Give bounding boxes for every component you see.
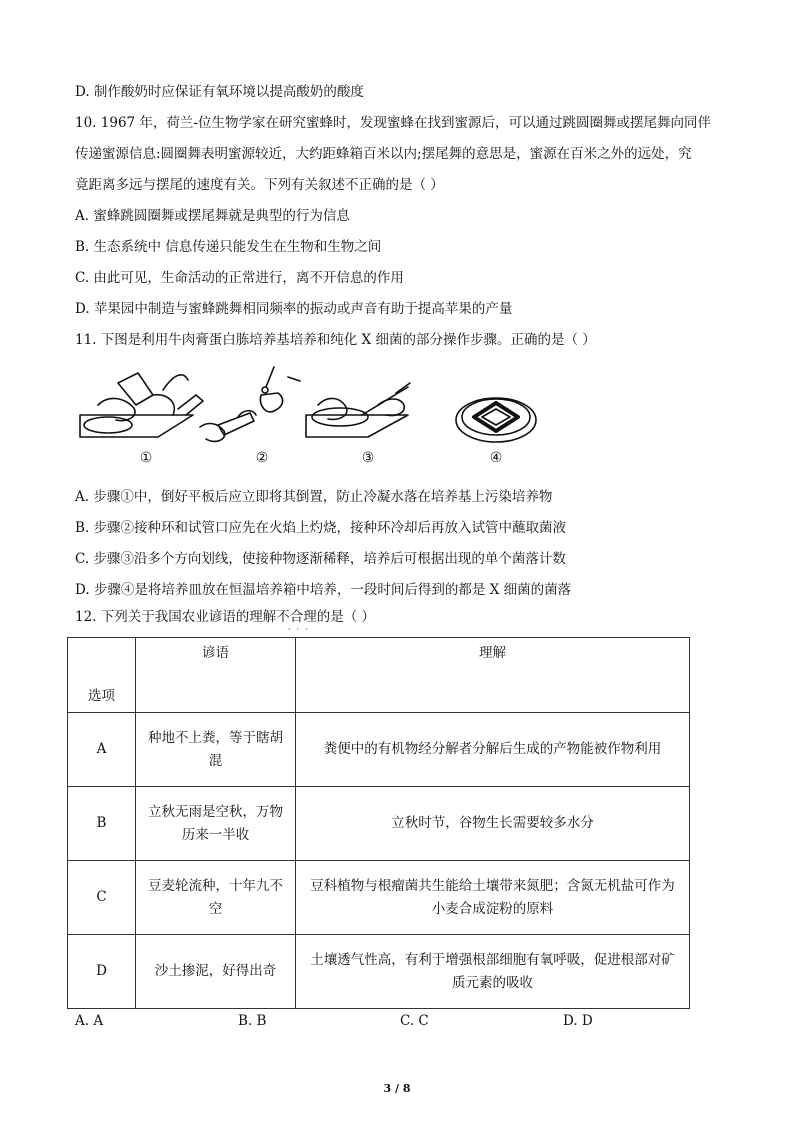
table-row [68,935,690,1009]
table-cell-proverb: 豆麦轮流种，十年九不空 [136,861,296,935]
table-cell-option: B [68,787,136,861]
choice-b: B. B [238,1013,267,1029]
table-row [68,713,690,787]
lab-procedure-illustration [78,365,538,450]
table-cell-option: A [68,713,136,787]
q10-stem-line-3: 竟距离多远与摆尾的速度有关。下列有关叙述不正确的是（ ） [75,177,444,193]
table-cell-meaning: 豆科植物与根瘤菌共生能给土壤带来氮肥；含氮无机盐可作为小麦合成淀粉的原料 [296,861,690,935]
q11-figure [78,365,538,475]
table-cell-proverb: 立秋无雨是空秋，万物历来一半收 [136,787,296,861]
q9-option-d: D. 制作酸奶时应保证有氧环境以提高酸奶的酸度 [75,84,364,100]
choice-a: A. A [75,1013,104,1029]
q11-option-b: B. 步骤②接种环和试管口应先在火焰上灼烧，接种环冷却后再放入试管中蘸取菌液 [75,520,567,536]
table-cell-option: C [68,861,136,935]
q10-stem-line-2: 传递蜜源信息:圆圈舞表明蜜源较近，大约距蜂箱百米以内;摆尾舞的意思是，蜜源在百米之外的远处，究 [75,146,692,162]
q10-option-c: C. 由此可见，生命活动的正常进行，离不开信息的作用 [75,270,404,286]
table-cell-meaning: 立秋时节，谷物生长需要较多水分 [296,787,690,861]
q12-choices [75,1013,635,1033]
figure-label-3: ③ [361,450,375,466]
q10-option-b: B. 生态系统中 信息传递只能发生在生物和生物之间 [75,239,382,255]
q10-stem-line-1: 10. 1967 年，荷兰-位生物学家在研究蜜蜂时，发现蜜蜂在找到蜜源后，可以通过跳圆圈舞或摆尾舞向同伴 [75,115,711,131]
table-row [68,787,690,861]
q11-option-c: C. 步骤③沿多个方向划线，使接种物逐渐稀释，培养后可根据出现的单个菌落计数 [75,551,566,567]
table-cell-option: D [68,935,136,1009]
choice-d: D. D [563,1013,593,1029]
emphasis-dots: ··· [288,625,314,634]
figure-label-2: ② [255,450,269,466]
page-number: 3 / 8 [383,1082,411,1095]
table-cell-proverb: 沙土掺泥，好得出奇 [136,935,296,1009]
q10-option-a: A. 蜜蜂跳圆圈舞或摆尾舞就是典型的行为信息 [75,208,350,224]
table-header-meaning: 理解 [296,638,690,713]
table-header-option: 选项 [68,638,136,713]
proverb-table [67,637,690,1009]
table-cell-meaning: 粪便中的有机物经分解者分解后生成的产物能被作物利用 [296,713,690,787]
table-cell-proverb: 种地不上粪，等于瞎胡混 [136,713,296,787]
q10-option-d: D. 苹果园中制造与蜜蜂跳舞相同频率的振动或声音有助于提高苹果的产量 [75,301,513,317]
q11-stem: 11. 下图是利用牛肉膏蛋白胨培养基培养和纯化 X 细菌的部分操作步骤。正确的是（ ） [75,332,596,348]
figure-label-1: ① [139,450,153,466]
choice-c: C. C [400,1013,429,1029]
q12-stem: 12. 下列关于我国农业谚语的理解不合理的是（ ） [75,609,376,625]
table-header-proverb: 谚语 [136,638,296,713]
figure-label-4: ④ [489,450,503,466]
table-header-row [68,638,690,713]
table-row [68,861,690,935]
q11-option-d: D. 步骤④是将培养皿放在恒温培养箱中培养，一段时间后得到的都是 X 细菌的菌落 [75,582,572,598]
q11-option-a: A. 步骤①中，倒好平板后应立即将其倒置，防止冷凝水落在培养基上污染培养物 [75,489,553,505]
table-cell-meaning: 土壤透气性高，有利于增强根部细胞有氧呼吸，促进根部对矿质元素的吸收 [296,935,690,1009]
